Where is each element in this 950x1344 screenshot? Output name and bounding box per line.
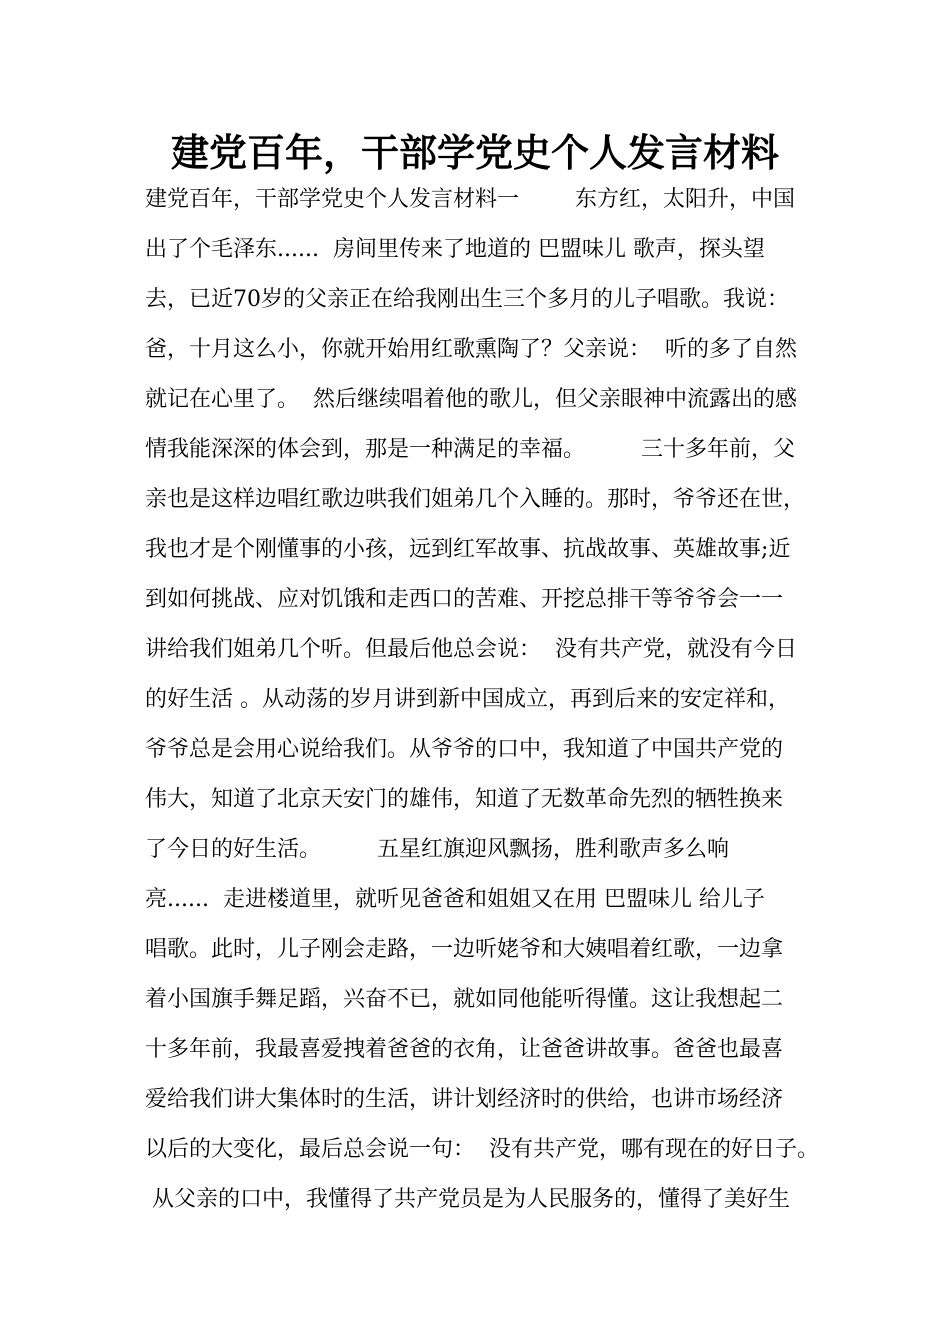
text-line: 亮...... 走进楼道里，就听见爸爸和姐姐又在用 巴盟味儿 给儿子 (145, 887, 765, 912)
text-line: 去，已近70岁的父亲正在给我刚出生三个多月的儿子唱歌。我说： (145, 287, 789, 312)
text-line: 建党百年，干部学党史个人发言材料一 东方红，太阳升，中国 (145, 187, 795, 212)
text-line: 伟大，知道了北京天安门的雄伟，知道了无数革命先烈的牺牲换来 (145, 787, 784, 812)
text-line: 十多年前，我最喜爱拽着爸爸的衣角，让爸爸讲故事。爸爸也最喜 (145, 1037, 784, 1062)
text-line: 以后的大变化，最后总会说一句： 没有共产党，哪有现在的好日子。 (145, 1137, 819, 1162)
text-line: 情我能深深的体会到，那是一种满足的幸福。 三十多年前，父 (145, 437, 795, 462)
text-line: 亲也是这样边唱红歌边哄我们姐弟几个入睡的。那时，爷爷还在世， (145, 487, 806, 512)
text-line: 爸，十月这么小，你就开始用红歌熏陶了？父亲说： 听的多了自然 (145, 337, 797, 362)
text-line: 唱歌。此时，儿子刚会走路，一边听姥爷和大姨唱着红歌，一边拿 (145, 937, 784, 962)
document-title: 建党百年，干部学党史个人发言材料 (170, 131, 779, 175)
text-line: 了今日的好生活。 五星红旗迎风飘扬，胜利歌声多么响 (145, 837, 729, 862)
text-line: 讲给我们姐弟几个听。但最后他总会说： 没有共产党，就没有今日 (145, 637, 797, 662)
document-body (145, 182, 825, 1232)
text-line: 着小国旗手舞足蹈，兴奋不已，就如同他能听得懂。这让我想起二 (145, 987, 784, 1012)
text-line: 的好生活 。从动荡的岁月讲到新中国成立，再到后来的安定祥和， (145, 687, 790, 712)
text-line: 爱给我们讲大集体时的生活，讲计划经济时的供给，也讲市场经济 (145, 1087, 784, 1112)
text-line: 出了个毛泽东...... 房间里传来了地道的 巴盟味儿 歌声，探头望 (145, 237, 765, 262)
text-line: 爷爷总是会用心说给我们。从爷爷的口中，我知道了中国共产党的 (145, 737, 784, 762)
text-line: 从父亲的口中，我懂得了共产党员是为人民服务的，懂得了美好生 (145, 1187, 790, 1212)
text-line: 就记在心里了。 然后继续唱着他的歌儿，但父亲眼神中流露出的感 (145, 387, 797, 412)
text-line: 到如何挑战、应对饥饿和走西口的苦难、开挖总排干等爷爷会一一 (145, 587, 784, 612)
text-line: 我也才是个刚懂事的小孩，远到红军故事、抗战故事、英雄故事;近 (145, 537, 791, 562)
